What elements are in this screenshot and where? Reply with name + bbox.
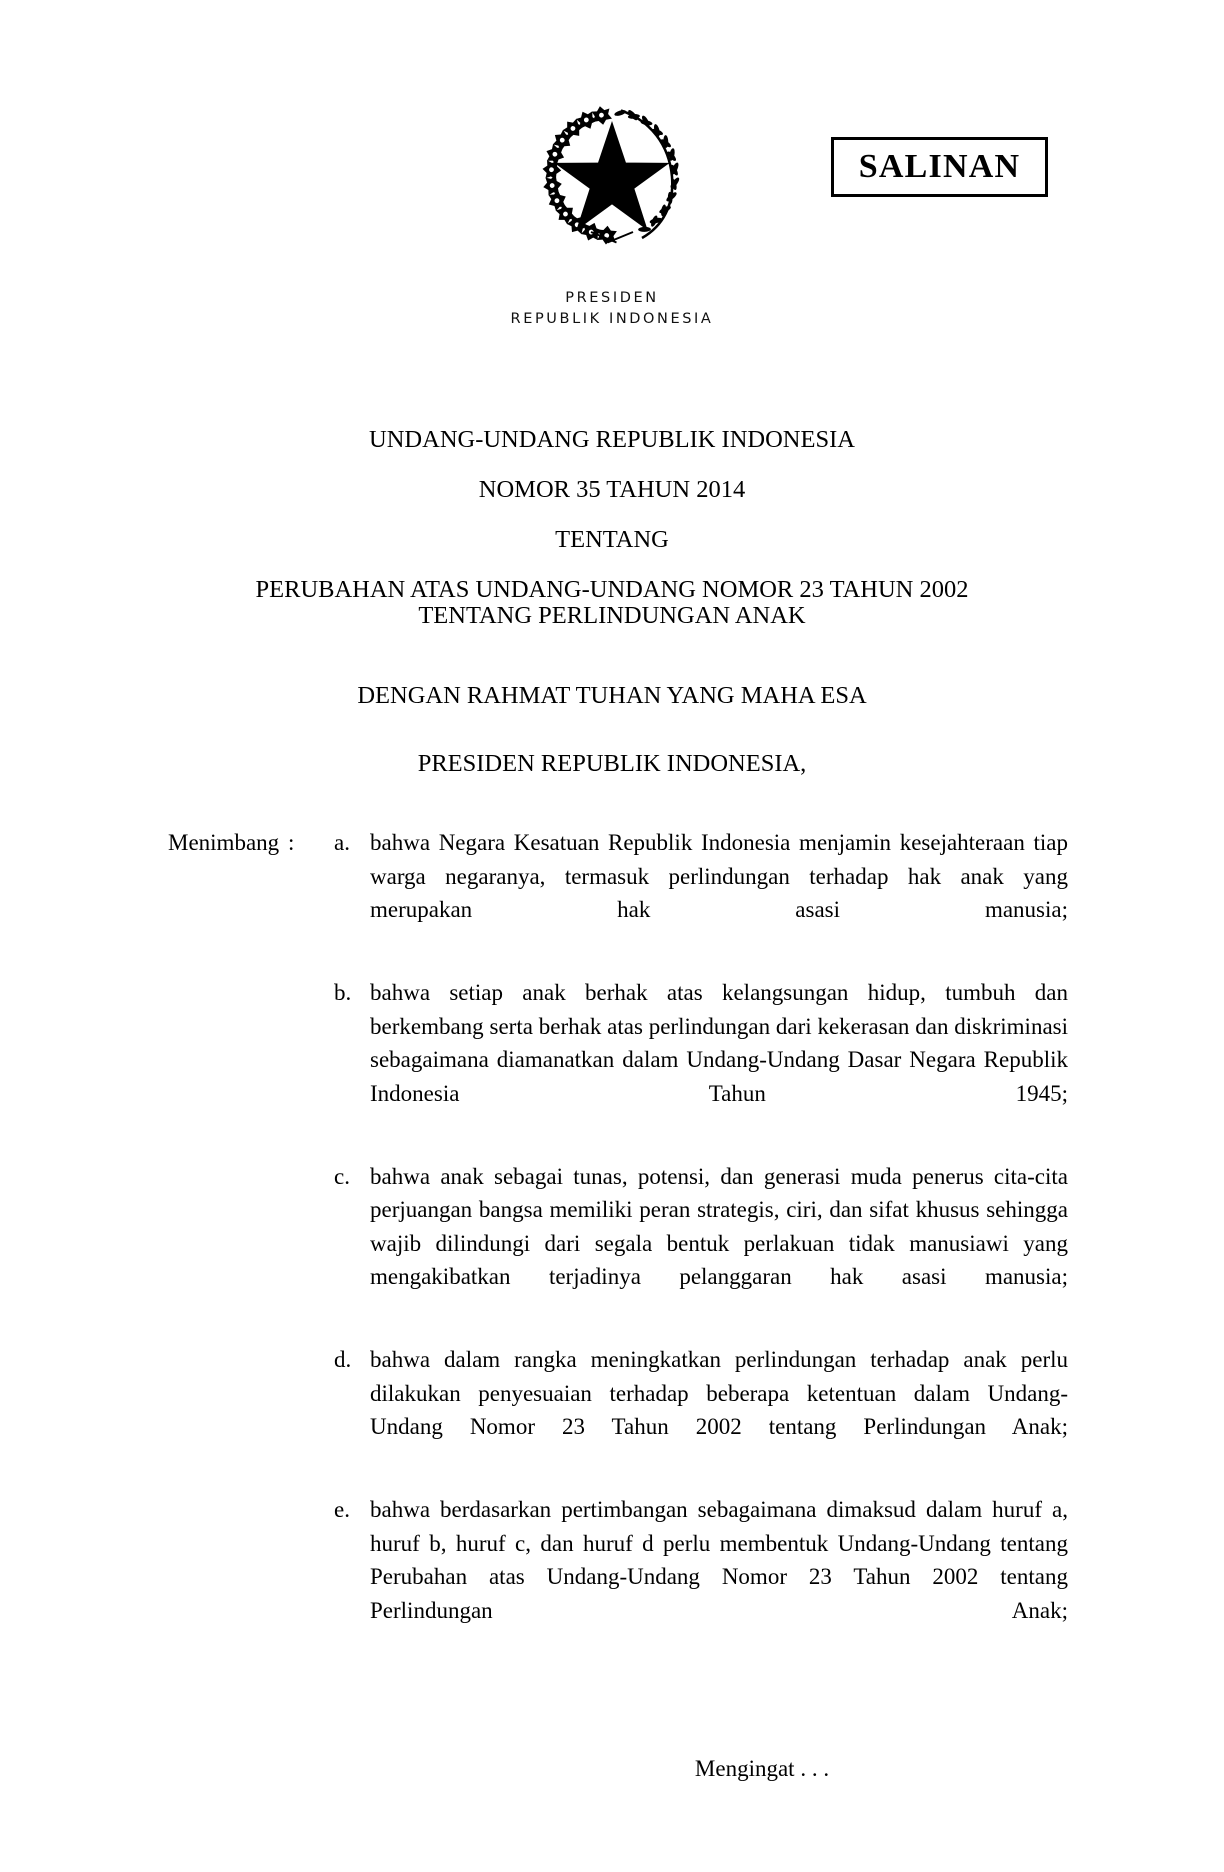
title-line-5: TENTANG PERLINDUNGAN ANAK [418,602,806,629]
crest-caption [0,288,1224,330]
list-item-text: bahwa setiap anak berhak atas kelangsungan hidup, tumbuh dan berkembang serta berhak atas perlindungan dari kekerasan dan diskriminasi sebagaimana diamanatkan dalam Undang-Undang Dasar Negara Republik Indonesia Tahun 1945; [370,980,1068,1106]
list-item [334,1493,1068,1661]
signer-heading: PRESIDEN REPUBLIK INDONESIA, [417,750,807,777]
salinan-stamp [831,137,1048,197]
presidential-seal-icon [537,100,687,250]
title-line-3: TENTANG [555,526,669,553]
considering-label: Menimbang [168,830,280,855]
list-item [334,976,1068,1144]
page-continuation-note [0,1756,1224,1782]
list-item-text: bahwa anak sebagai tunas, potensi, dan generasi muda penerus cita-cita perjuangan bangsa memiliki peran strategis, ciri, dan sifat khusus sehingga wajib dilindungi dari segala bentuk perlakuan tidak manusiawi yang mengakibatkan terjadinya pelanggaran hak asasi manusia; [370,1163,1068,1289]
title-line-4: PERUBAHAN ATAS UNDANG-UNDANG NOMOR 23 TAHUN 2002 [255,576,969,603]
list-item [334,826,1068,960]
list-item-marker: d. [334,1347,352,1372]
list-item [334,1343,1068,1477]
list-item-marker: c. [334,1163,350,1189]
considering-section [168,826,1068,1661]
list-item-marker: e. [334,1497,350,1522]
crest-caption-line1: PRESIDEN [565,290,659,306]
document-title-block [0,428,1224,628]
crest-caption-line2: REPUBLIK INDONESIA [510,311,714,327]
list-item-marker: a. [334,830,350,855]
considering-list [334,826,1068,1661]
considering-row [168,826,1068,1661]
list-item-text: bahwa berdasarkan pertimbangan sebagaimana dimaksud dalam huruf a, huruf b, huruf c, dan huruf d perlu membentuk Undang-Undang tentang Perubahan atas Undang-Undang Nomor 23 Tahun 2002 tentang Perlindungan Anak; [370,1497,1068,1623]
list-item-text: bahwa dalam rangka meningkatkan perlindungan terhadap anak perlu dilakukan penyesuaian terhadap beberapa ketentuan dalam Undang-Undang Nomor 23 Tahun 2002 tentang Perlindungan Anak; [370,1347,1068,1439]
list-item-marker: b. [334,980,352,1005]
list-item-text: bahwa Negara Kesatuan Republik Indonesia menjamin kesejahteraan tiap warga negaranya, termasuk perlindungan terhadap hak anak yang merupakan hak asasi manusia; [370,830,1068,922]
invocation-text: DENGAN RAHMAT TUHAN YANG MAHA ESA [357,682,867,709]
list-item [334,1160,1068,1328]
page-continuation-label: Mengingat . . . [694,1756,830,1781]
salinan-stamp-label: SALINAN [858,148,1021,185]
document-header [0,0,1224,360]
considering-colon: : [288,830,295,855]
title-line-1: UNDANG-UNDANG REPUBLIK INDONESIA [369,426,855,453]
title-line-2: NOMOR 35 TAHUN 2014 [478,476,746,503]
